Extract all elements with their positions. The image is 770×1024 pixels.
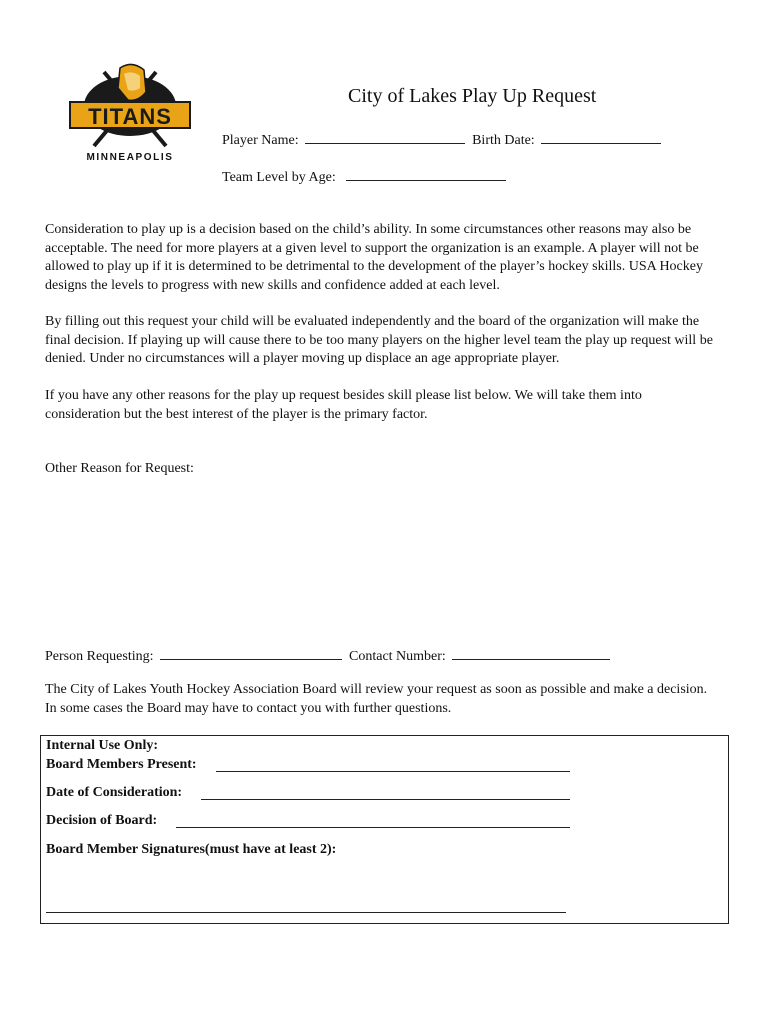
other-reason-label: Other Reason for Request: (45, 461, 194, 476)
board-signatures-field[interactable] (46, 912, 566, 913)
decision-of-board-field[interactable] (176, 827, 570, 828)
titans-wordmark (60, 58, 200, 152)
requester-row (45, 645, 610, 665)
birth-date-label: Birth Date: (472, 133, 535, 148)
person-requesting-label: Person Requesting: (45, 649, 154, 664)
other-reason-field[interactable] (45, 485, 720, 635)
decision-of-board-label: Decision of Board: (46, 813, 158, 828)
board-signatures-label: Board Member Signatures(must have at least 2): (46, 842, 337, 857)
board-members-label: Board Members Present: (46, 757, 197, 772)
date-of-consideration-label: Date of Consideration: (46, 785, 183, 800)
paragraph-board-review: The City of Lakes Youth Hockey Association Board will review your request as soon as possible and make a decision. In some cases the Board may have to contact you with further questions. (45, 682, 708, 716)
paragraph-consideration: Consideration to play up is a decision based on the child’s ability. In some circumstances other reasons may also be acceptable. The need for more players at a given level to support the organization is an example. A player will not be allowed to play up if it is determined to be detrimental to the development of the player’s hockey skills. USA Hockey designs the levels to progress with new skills and confidence added at each level. (45, 222, 703, 293)
logo-wordmark: TITANS (88, 104, 172, 129)
player-name-row (222, 129, 661, 149)
internal-use-heading: Internal Use Only: (46, 738, 158, 753)
paragraph-other-reasons: If you have any other reasons for the play up request besides skill please list below. We will take them into consideration but the best interest of the player is the primary factor. (45, 388, 642, 422)
board-members-field[interactable] (216, 771, 570, 772)
person-requesting-field[interactable] (160, 645, 342, 660)
team-level-label: Team Level by Age: (222, 170, 336, 185)
page-title: City of Lakes Play Up Request (348, 85, 597, 107)
player-name-label: Player Name: (222, 133, 299, 148)
date-of-consideration-field[interactable] (201, 799, 570, 800)
team-level-field[interactable] (346, 166, 506, 181)
birth-date-field[interactable] (541, 129, 661, 144)
player-name-field[interactable] (305, 129, 465, 144)
team-level-row (222, 166, 506, 186)
titans-logo (60, 58, 200, 176)
contact-number-label: Contact Number: (349, 649, 446, 664)
contact-number-field[interactable] (452, 645, 610, 660)
paragraph-evaluation: By filling out this request your child will be evaluated independently and the board of the organization will make the final decision. If playing up will cause there to be too many players on the higher level team the play up request will be denied. Under no circumstances will a player moving up displace an age appropriate player. (45, 314, 713, 367)
logo-city: MINNEAPOLIS (86, 152, 174, 163)
